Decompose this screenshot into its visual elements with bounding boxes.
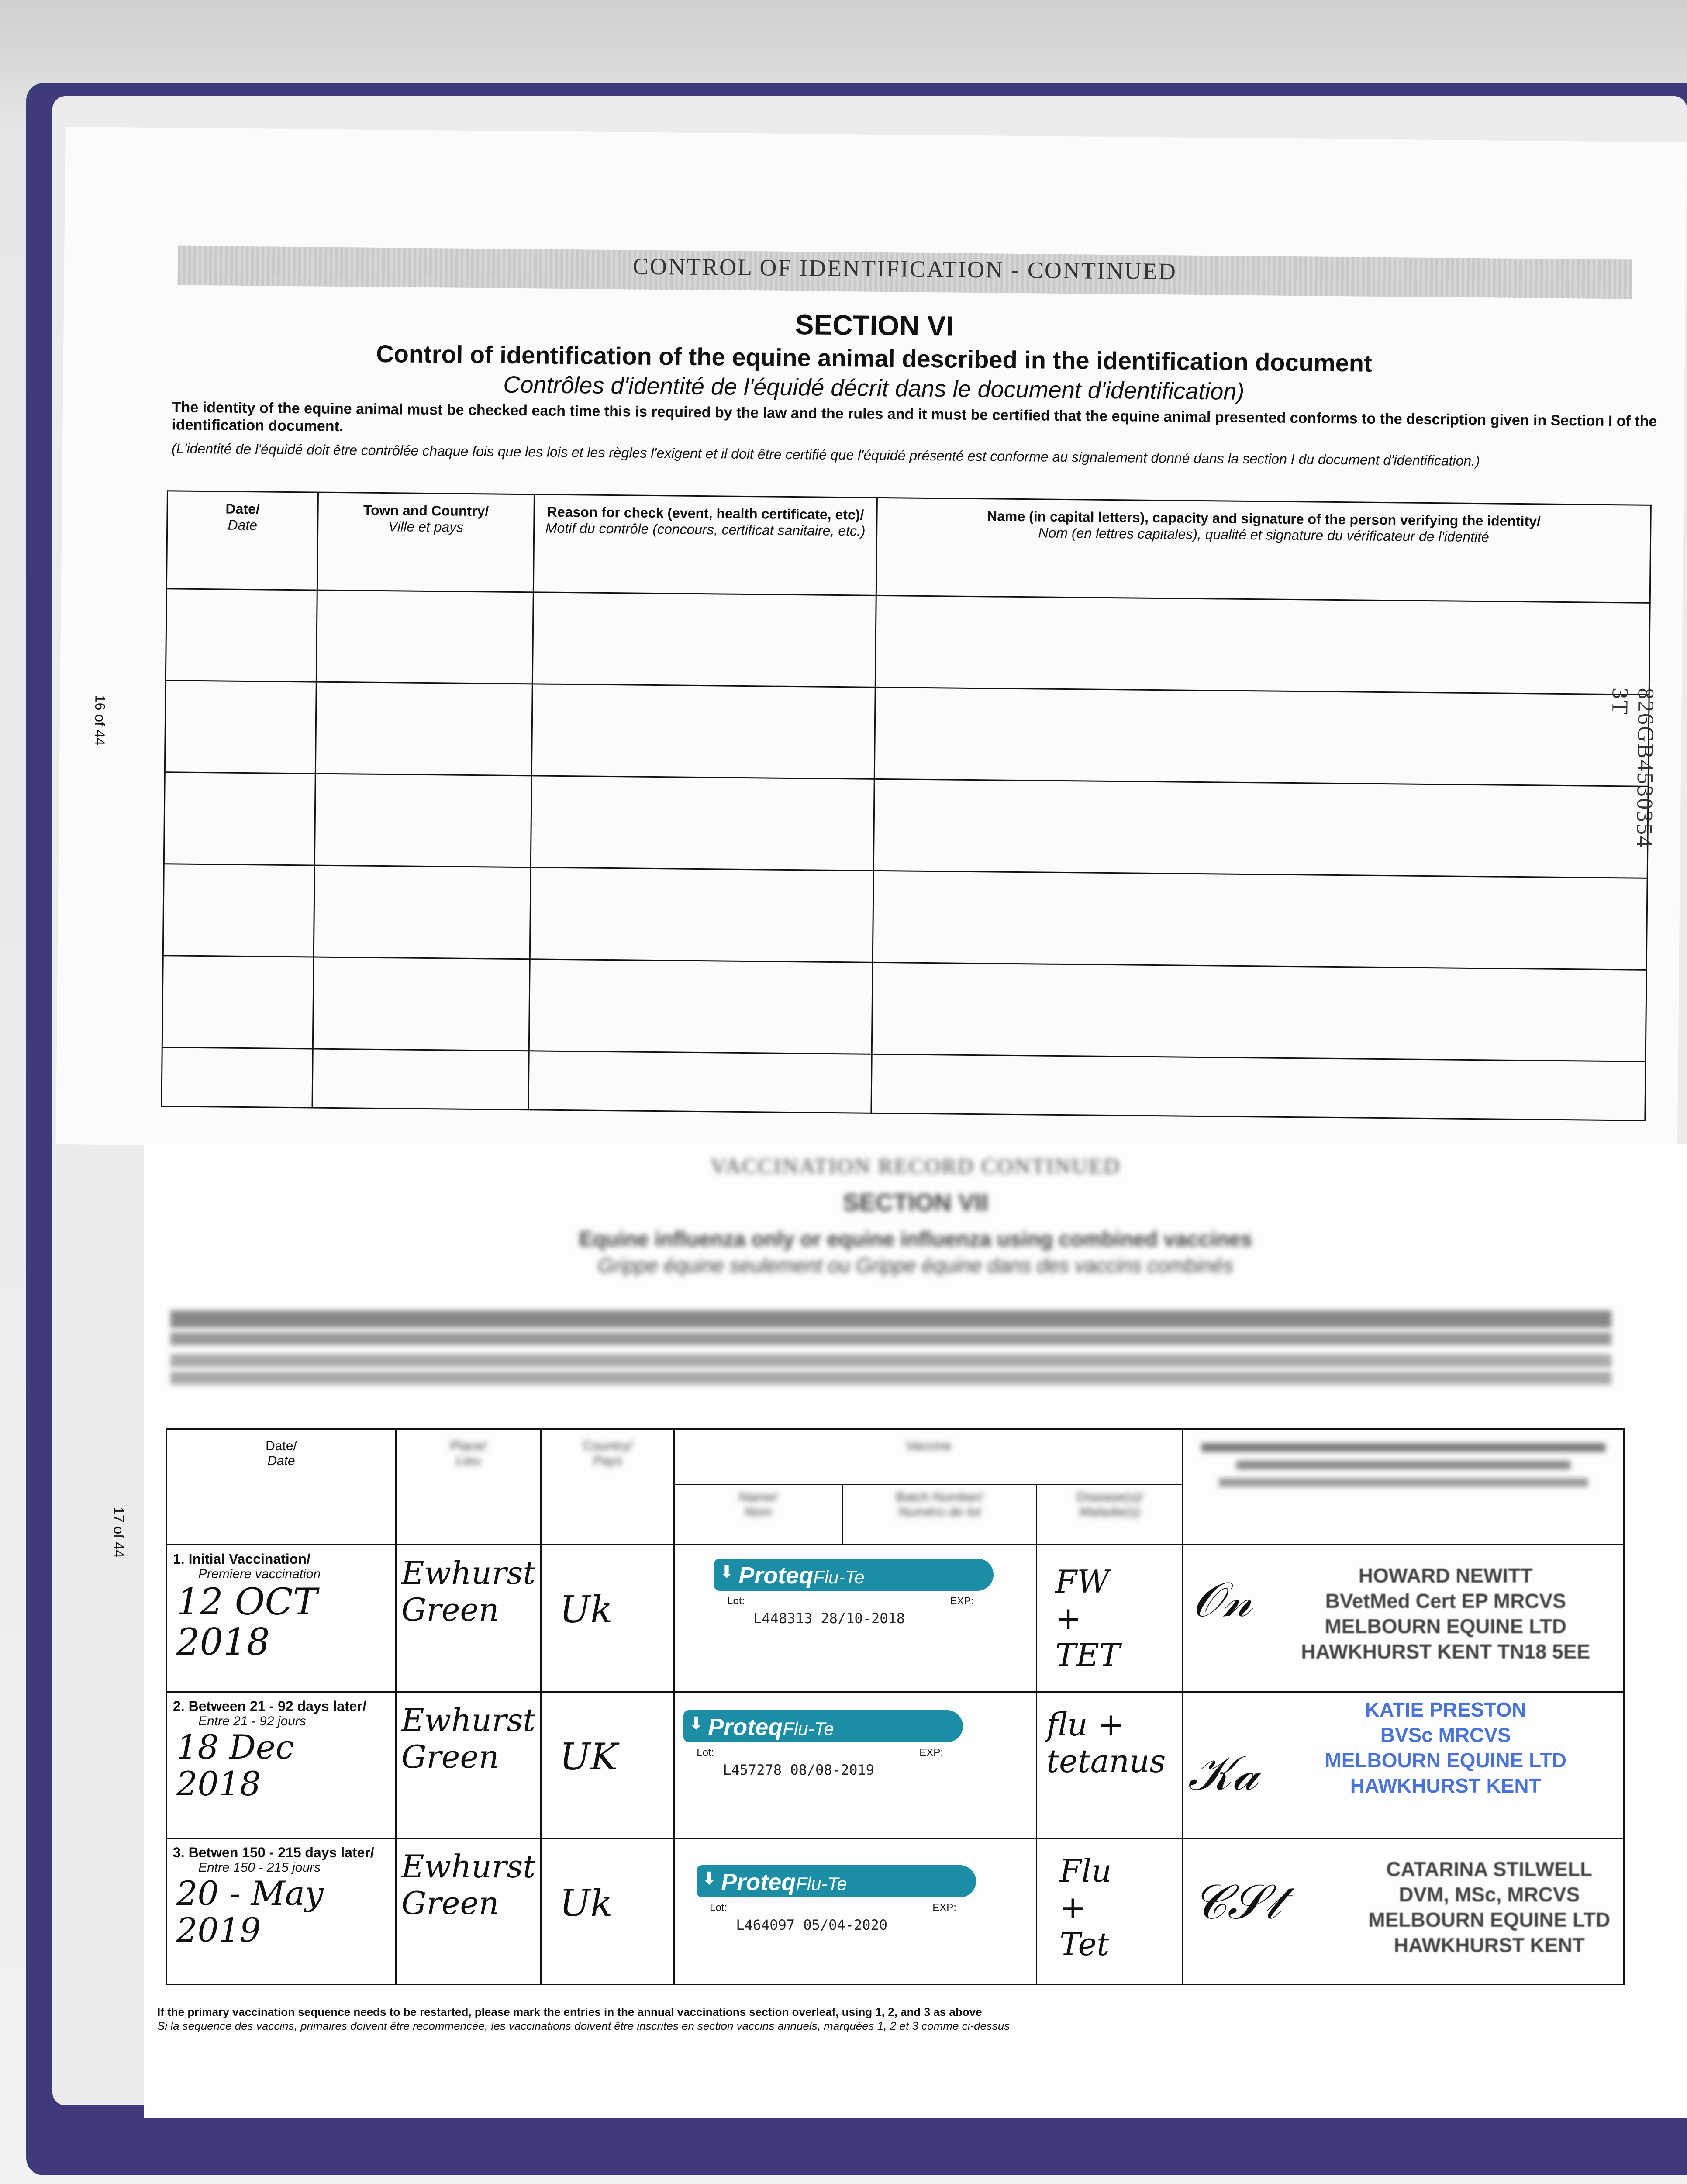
vaccine-sticker: ⬇ ProteqFlu-Te Lot: EXP: L457278 08/08-2019: [683, 1710, 963, 1784]
handwritten-disease: Flu + Tet: [1059, 1852, 1112, 1963]
col-name: Name (in capital letters), capacity and signature of the person verifying the identity/ Nom (en lettres capitales), qualité et signature du vérificateur de l'identité: [876, 498, 1651, 603]
row-label-fr: Entre 150 - 215 jours: [198, 1860, 321, 1875]
table-row: [165, 681, 1649, 787]
row-label: 1. Initial Vaccination/: [173, 1551, 310, 1567]
table-row: [167, 1838, 1624, 1985]
lower-page: [144, 1144, 1687, 2118]
date-cell[interactable]: [167, 1838, 396, 1985]
passport-code: 826GB4530354​3T: [1607, 687, 1658, 849]
page-number-16: 16 of 44: [92, 695, 108, 746]
col-vaccine: Vaccine: [674, 1429, 1183, 1485]
handwritten-date: 12 OCT 2018: [176, 1580, 317, 1663]
place-cell[interactable]: [396, 1692, 541, 1838]
blurred-text-line: [170, 1354, 1611, 1367]
col-town: Town and Country/ Ville et pays: [317, 492, 534, 592]
cell[interactable]: [314, 774, 531, 867]
country-cell[interactable]: [541, 1692, 674, 1838]
lot-number: L448313 28/10-2018: [753, 1610, 905, 1627]
vaccine-sticker: ⬇ ProteqFlu-Te Lot: EXP: L464097 05/04-2020: [697, 1865, 976, 1939]
col-place: Place/ Lieu: [396, 1429, 541, 1545]
cell[interactable]: [312, 1049, 529, 1110]
cell[interactable]: [163, 864, 314, 957]
upper-page: [56, 127, 1687, 1160]
vaccine-label-cell[interactable]: [674, 1692, 1037, 1838]
signature-cell[interactable]: [1183, 1692, 1624, 1838]
vaccine-label-cell[interactable]: [674, 1838, 1037, 1985]
download-arrow-icon: ⬇: [702, 1869, 717, 1888]
blurred-text-line: [170, 1332, 1611, 1345]
cell[interactable]: [166, 589, 317, 682]
handwritten-disease: flu + tetanus: [1046, 1706, 1166, 1780]
lot-number: L464097 05/04-2020: [736, 1917, 888, 1933]
signature-cell[interactable]: [1183, 1838, 1624, 1985]
vet-stamp: CATARINA STILWELL DVM, MSc, MRCVS MELBOURN EQUINE LTD HAWKHURST KENT: [1368, 1858, 1611, 1956]
vaccine-label-cell[interactable]: [674, 1545, 1037, 1692]
vet-stamp: HOWARD NEWITT BVetMed Cert EP MRCVS MELBOURN EQUINE LTD HAWKHURST KENT TN18 5EE: [1301, 1564, 1590, 1663]
disease-cell[interactable]: [1037, 1838, 1183, 1985]
blurred-text-line: [170, 1372, 1611, 1385]
download-arrow-icon: ⬇: [689, 1714, 704, 1733]
col-disease: Disease(s)/ Maladie(s): [1037, 1485, 1183, 1545]
cell[interactable]: [532, 592, 876, 688]
section-title: SECTION VI: [795, 309, 954, 342]
header-band: [178, 245, 1632, 299]
cell[interactable]: [872, 962, 1646, 1061]
disease-cell[interactable]: [1037, 1545, 1183, 1692]
cell[interactable]: [162, 956, 314, 1049]
handwritten-disease: FW + TET: [1055, 1563, 1120, 1673]
cell[interactable]: [315, 682, 532, 776]
footnote-fr: Si la sequence des vaccins, primaires doivent être recommencée, les vaccinations doivent être inscrites en section vaccins annuels, marquées 1, 2 et 3 comme ci-dessus: [157, 2019, 1010, 2032]
table-row: [166, 589, 1650, 695]
signature: 𝒦𝒶: [1188, 1745, 1259, 1801]
cell[interactable]: [316, 590, 533, 684]
cell[interactable]: [164, 772, 315, 865]
blurred-heading-fr: Grippe équine seulement ou Grippe équine dans des vaccins combinés: [598, 1254, 1233, 1277]
intro-fr: (L'identité de l'équidé doit être contrôlée chaque fois que les lois et les règles l'exigent et il doit être certifié que l'équidé présenté est conforme au signalement donné dans la section I du document d'identification.): [171, 440, 1480, 469]
row-label: 3. Betwen 150 - 215 days later/: [173, 1845, 374, 1860]
row-label: 2. Between 21 - 92 days later/: [173, 1698, 366, 1714]
table-header: [167, 1429, 1624, 1485]
handwritten-country: UK: [559, 1735, 618, 1778]
lot-number: L457278 08/08-2019: [723, 1762, 875, 1778]
place-cell[interactable]: [396, 1545, 541, 1692]
col-reason: Reason for check (event, health certificate, etc)/ Motif du contrôle (concours, certificat sanitaire, etc.): [533, 494, 877, 596]
handwritten-country: Uk: [559, 1588, 613, 1631]
place-cell[interactable]: [396, 1838, 541, 1985]
page-number-17: 17 of 44: [111, 1507, 127, 1558]
table-header: [166, 491, 1651, 603]
col-batch: Batch Number/ Numéro de lot: [842, 1485, 1037, 1545]
blurred-text-line: [170, 1310, 1611, 1328]
cell[interactable]: [531, 684, 875, 779]
col-date: Date/ Date: [166, 491, 318, 590]
row-label-fr: Premiere vaccination: [198, 1567, 321, 1581]
handwritten-place: Ewhurst Green: [401, 1702, 536, 1775]
handwritten-country: Uk: [559, 1882, 613, 1925]
table-row: [163, 864, 1647, 970]
signature: 𝒞𝒮𝓉: [1192, 1874, 1281, 1930]
cell[interactable]: [162, 1047, 313, 1108]
vaccine-sticker: ⬇ ProteqFlu-Te Lot: EXP: L448313 28/10-2018: [714, 1559, 994, 1633]
cell[interactable]: [165, 681, 316, 774]
country-cell[interactable]: [541, 1838, 674, 1985]
heading-en: Control of identification of the equine animal described in the identification document: [376, 339, 1373, 377]
handwritten-place: Ewhurst Green: [401, 1848, 536, 1921]
blurred-heading-en: Equine influenza only or equine influenza using combined vaccines: [579, 1228, 1252, 1251]
handwritten-date: 18 Dec 2018: [176, 1728, 294, 1803]
heading-fr: Contrôles d'identité de l'équidé décrit dans le document d'identification): [503, 371, 1245, 405]
vet-stamp: KATIE PRESTON BVSc MRCVS MELBOURN EQUINE LTD HAWKHURST KENT: [1325, 1698, 1567, 1797]
date-cell[interactable]: [167, 1545, 396, 1692]
table-row: [162, 956, 1646, 1062]
band-title: CONTROL OF IDENTIFICATION - CONTINUED: [632, 253, 1177, 285]
blurred-band-title: VACCINATION RECORD CONTINUED: [711, 1154, 1121, 1178]
cell[interactable]: [314, 865, 531, 959]
col-country: Country/ Pays: [541, 1429, 674, 1545]
row-label-fr: Entre 21 - 92 jours: [198, 1714, 306, 1728]
cell[interactable]: [530, 867, 873, 963]
signature-cell[interactable]: [1183, 1545, 1624, 1692]
cell[interactable]: [873, 871, 1647, 970]
blurred-section: SECTION VII: [843, 1189, 988, 1216]
col-vaccine-name: Name/ Nom: [674, 1485, 842, 1545]
intro-en: The identity of the equine animal must be checked each time this is required by the law and the rules and it must be certified that the equine animal presented conforms to the description given in Section I of the identification document.: [172, 399, 1657, 435]
date-cell[interactable]: [167, 1692, 396, 1838]
download-arrow-icon: ⬇: [719, 1562, 734, 1582]
cell[interactable]: [313, 957, 530, 1051]
cell[interactable]: [875, 595, 1650, 695]
table-row: [167, 1545, 1624, 1692]
country-cell[interactable]: [541, 1545, 674, 1692]
cell[interactable]: [531, 776, 874, 871]
cell[interactable]: [528, 1051, 872, 1113]
disease-cell[interactable]: [1037, 1692, 1183, 1838]
handwritten-place: Ewhurst Green: [401, 1555, 536, 1628]
col-practice: [1183, 1429, 1624, 1545]
table-row: [167, 1692, 1624, 1838]
cell[interactable]: [874, 687, 1649, 786]
identity-check-table: [161, 490, 1651, 1121]
footnote-en: If the primary vaccination sequence needs to be restarted, please mark the entries in the annual vaccinations section overleaf, using 1, 2, and 3 as above: [157, 2005, 982, 2018]
table-row: [164, 772, 1648, 878]
footnote: [157, 2005, 1642, 2033]
cell[interactable]: [529, 959, 873, 1054]
signature: 𝒪𝓃: [1192, 1572, 1252, 1628]
col-date: Date/ Date: [167, 1429, 396, 1545]
cell[interactable]: [873, 779, 1648, 878]
vaccination-table: [166, 1428, 1625, 1985]
handwritten-date: 20 - May 2019: [176, 1874, 324, 1949]
cell[interactable]: [871, 1054, 1646, 1120]
